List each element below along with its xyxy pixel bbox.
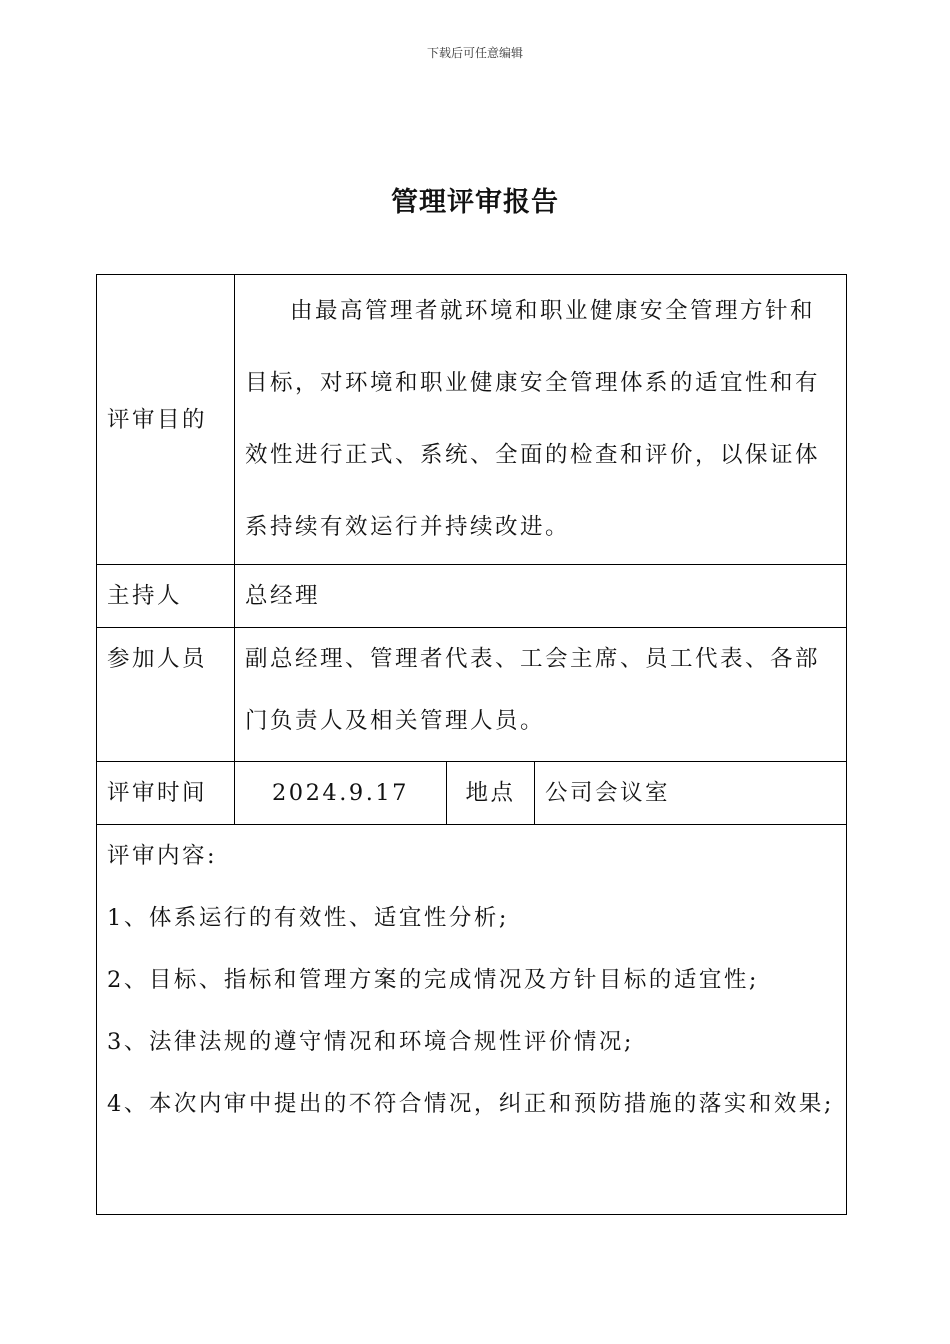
host-value: 总经理 xyxy=(235,565,847,628)
page-title: 管理评审报告 xyxy=(391,187,559,218)
content-item: 4、本次内审中提出的不符合情况，纠正和预防措施的落实和效果; xyxy=(107,1091,834,1117)
review-report-table xyxy=(96,274,847,1215)
time-value: 2024.9.17 xyxy=(235,762,447,825)
purpose-cell xyxy=(235,275,847,565)
time-label: 评审时间 xyxy=(97,762,235,825)
location-label: 地点 xyxy=(447,762,535,825)
purpose-row xyxy=(97,275,847,565)
content-item: 2、目标、指标和管理方案的完成情况及方针目标的适宜性; xyxy=(107,967,759,993)
time-row xyxy=(97,762,847,825)
content-cell xyxy=(97,825,847,1215)
content-row xyxy=(97,825,847,1215)
header-note: 下载后可任意编辑 xyxy=(426,46,523,60)
content-item: 1、体系运行的有效性、适宜性分析; xyxy=(107,905,509,931)
purpose-text: 由最高管理者就环境和职业健康安全管理方针和目标，对环境和职业健康安全管理体系的适宜性和有效性进行正式、系统、全面的检查和评价，以保证体系持续有效运行并持续改进。 xyxy=(245,298,821,540)
content-item: 3、法律法规的遵守情况和环境合规性评价情况; xyxy=(107,1029,634,1055)
purpose-label: 评审目的 xyxy=(97,275,235,565)
content-heading: 评审内容: xyxy=(107,843,218,869)
attendees-value: 副总经理、管理者代表、工会主席、员工代表、各部门负责人及相关管理人员。 xyxy=(235,628,847,762)
attendees-row xyxy=(97,628,847,762)
attendees-label: 参加人员 xyxy=(97,628,235,762)
host-row xyxy=(97,565,847,628)
host-label: 主持人 xyxy=(97,565,235,628)
location-value: 公司会议室 xyxy=(535,762,847,825)
